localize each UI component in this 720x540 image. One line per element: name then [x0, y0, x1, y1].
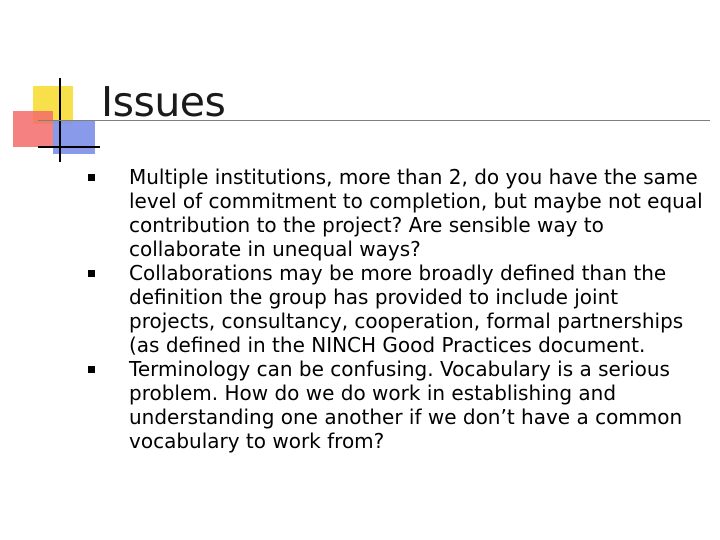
square-bullet-icon — [88, 270, 95, 277]
slide-title: Issues — [101, 78, 226, 126]
decorative-logo — [0, 0, 110, 170]
bullet-list — [88, 165, 708, 453]
bullet-item — [88, 357, 708, 453]
square-bullet-icon — [88, 366, 95, 373]
logo-red-square — [13, 111, 53, 147]
bullet-text: Collaborations may be more broadly defined than the definition the group has provided to include joint projects, consultancy, cooperation, formal partnerships (as defined in the NINCH Good Practices document. — [129, 261, 684, 357]
bullet-item — [88, 261, 708, 357]
square-bullet-icon — [88, 174, 95, 181]
bullet-text: Multiple institutions, more than 2, do you have the same level of commitment to completion, but maybe not equal contribution to the project? Are sensible way to collaborate in unequal ways? — [129, 165, 703, 261]
bullet-item — [88, 165, 708, 261]
bullet-text: Terminology can be confusing. Vocabulary is a serious problem. How do we do work in establishing and understanding one another if we don’t have a common vocabulary to work from? — [129, 357, 683, 453]
